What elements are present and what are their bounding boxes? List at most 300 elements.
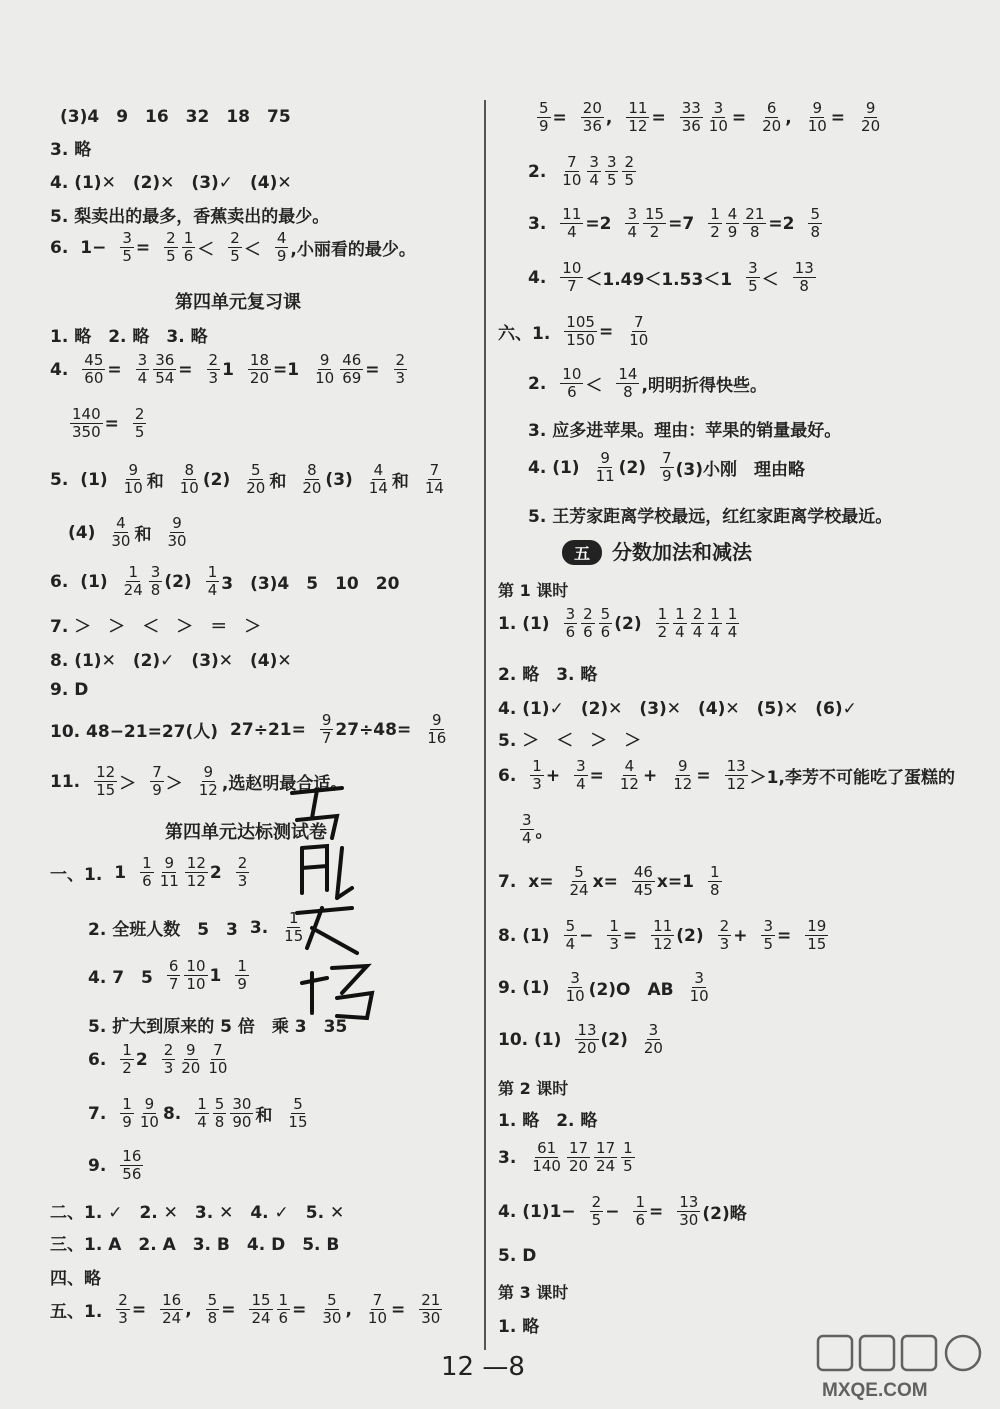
denominator: 12 bbox=[619, 775, 639, 793]
math-symbol: , bbox=[605, 107, 613, 128]
math-symbol: 3. 应多进苹果。理由：苹果的销量最好。 bbox=[528, 421, 842, 441]
fraction bbox=[607, 918, 621, 953]
math-symbol: =2 bbox=[768, 213, 795, 234]
fraction bbox=[116, 1292, 130, 1327]
denominator: 69 bbox=[342, 369, 362, 387]
answer-line-6 bbox=[50, 230, 416, 265]
lesson-heading-1: 第 1 课时 bbox=[498, 581, 569, 600]
fraction bbox=[120, 1042, 134, 1077]
denominator: 54 bbox=[155, 369, 175, 387]
math-symbol: 5. 王芳家距离学校最远，红红家距离学校最近。 bbox=[528, 507, 893, 527]
math-symbol: = bbox=[649, 1201, 664, 1222]
math-symbol: (2)O AB bbox=[588, 980, 674, 1000]
denominator: 10 bbox=[315, 369, 335, 387]
denominator: 5 bbox=[122, 247, 132, 265]
column-divider bbox=[484, 100, 486, 1350]
numerator: 11 bbox=[628, 99, 648, 117]
denominator: 140 bbox=[532, 1157, 561, 1175]
denominator: 24 bbox=[251, 1309, 271, 1327]
numerator: 7 bbox=[633, 313, 644, 331]
watermark-logo bbox=[808, 1330, 988, 1405]
math-symbol: 1 bbox=[209, 965, 222, 986]
fraction bbox=[185, 855, 208, 890]
numerator: 9 bbox=[128, 461, 138, 479]
fraction bbox=[249, 1292, 272, 1327]
denominator: 30 bbox=[111, 532, 131, 550]
math-symbol: 和 bbox=[146, 472, 164, 492]
math-symbol: 2 bbox=[135, 1049, 148, 1070]
math-symbol: 一、1. bbox=[50, 865, 103, 885]
fraction bbox=[167, 958, 181, 993]
denominator: 12 bbox=[653, 935, 673, 953]
numerator: 3 bbox=[565, 605, 576, 623]
math-symbol: ＜ bbox=[761, 270, 779, 290]
numerator: 7 bbox=[152, 763, 162, 781]
numerator: 11 bbox=[653, 917, 673, 935]
math-symbol: 4. bbox=[50, 359, 69, 380]
fraction bbox=[673, 606, 687, 641]
math-symbol: = bbox=[391, 1299, 406, 1320]
fraction bbox=[235, 958, 249, 993]
fraction bbox=[575, 1022, 598, 1057]
math-symbol: 6. bbox=[88, 1049, 107, 1070]
numerator: 3 bbox=[713, 99, 724, 117]
answer-text: 1. 略 2. 略 3. 略 bbox=[50, 327, 208, 347]
fraction bbox=[642, 1022, 665, 1057]
numerator: 36 bbox=[155, 351, 175, 369]
denominator: 2 bbox=[649, 223, 660, 241]
numerator: 15 bbox=[251, 1291, 271, 1309]
numerator: 9 bbox=[172, 514, 182, 532]
fraction bbox=[153, 352, 176, 387]
fraction bbox=[726, 606, 740, 641]
numerator: 5 bbox=[214, 1095, 225, 1113]
fraction bbox=[133, 406, 147, 441]
numerator: 1 bbox=[183, 229, 194, 247]
numerator: 17 bbox=[568, 1139, 589, 1157]
fraction bbox=[564, 970, 587, 1005]
fraction bbox=[726, 206, 740, 241]
numerator: 33 bbox=[681, 99, 701, 117]
math-symbol: = bbox=[292, 1299, 307, 1320]
fraction bbox=[138, 1096, 161, 1131]
numerator: 7 bbox=[662, 449, 672, 467]
fraction bbox=[394, 352, 408, 387]
math-symbol: 。 bbox=[535, 822, 553, 842]
fraction bbox=[230, 1096, 253, 1131]
answer-line-a8 bbox=[498, 918, 828, 953]
answer-line-a6 bbox=[498, 758, 955, 793]
math-symbol: 1. 略 2. 略 bbox=[498, 1111, 598, 1131]
numerator: 12 bbox=[96, 763, 116, 781]
math-symbol: = bbox=[696, 765, 711, 786]
numerator: 3 bbox=[648, 1021, 659, 1039]
answer-line-10 bbox=[50, 712, 448, 747]
fraction bbox=[691, 606, 705, 641]
math-symbol: = bbox=[178, 359, 193, 380]
math-symbol: 8. bbox=[162, 1103, 182, 1124]
answer-line-b4 bbox=[498, 1194, 747, 1229]
denominator: 4 bbox=[137, 369, 148, 387]
denominator: 9 bbox=[237, 975, 247, 993]
math-symbol: x= bbox=[528, 871, 554, 892]
answer-line bbox=[498, 660, 597, 685]
fraction bbox=[366, 1292, 389, 1327]
fraction bbox=[206, 1042, 229, 1077]
answer-line bbox=[498, 726, 641, 751]
answer-line bbox=[50, 202, 329, 227]
fraction bbox=[708, 206, 722, 241]
numerator: 1 bbox=[710, 605, 720, 623]
denominator: 8 bbox=[750, 223, 760, 241]
lesson-heading-3: 第 3 课时 bbox=[498, 1283, 569, 1302]
math-symbol: (3) bbox=[325, 469, 353, 490]
denominator: 3 bbox=[395, 369, 406, 387]
denominator: 4 bbox=[727, 623, 738, 641]
denominator: 9 bbox=[122, 1113, 132, 1131]
math-symbol: = bbox=[731, 107, 747, 128]
denominator: 4 bbox=[675, 623, 685, 641]
fraction bbox=[313, 352, 336, 387]
fraction bbox=[707, 100, 730, 135]
numerator: 10 bbox=[562, 365, 582, 383]
denominator: 8 bbox=[709, 881, 720, 899]
numerator: 3 bbox=[576, 757, 586, 775]
numerator: 46 bbox=[633, 863, 653, 881]
denominator: 20 bbox=[249, 369, 270, 387]
denominator: 11 bbox=[595, 467, 615, 485]
math-symbol: = bbox=[104, 413, 119, 434]
math-symbol: 1. 略 bbox=[498, 1317, 540, 1337]
numerator: 8 bbox=[184, 461, 195, 479]
fraction bbox=[651, 918, 674, 953]
math-symbol: 2 bbox=[209, 862, 222, 883]
denominator: 5 bbox=[763, 935, 773, 953]
denominator: 4 bbox=[522, 829, 532, 847]
math-symbol: + bbox=[733, 925, 748, 946]
numerator: 46 bbox=[342, 351, 362, 369]
note-text: ,小丽看的最少。 bbox=[290, 240, 416, 260]
denominator: 8 bbox=[810, 223, 820, 241]
numerator: 1 bbox=[142, 854, 152, 872]
denominator: 5 bbox=[591, 1211, 602, 1229]
section-heading-test: 第四单元达标测试卷 bbox=[165, 822, 327, 843]
numerator: 3 bbox=[570, 969, 580, 987]
fraction bbox=[94, 764, 117, 799]
math-symbol: 9. bbox=[88, 1155, 107, 1176]
math-symbol: (1) bbox=[80, 571, 108, 592]
numerator: 14 bbox=[618, 365, 638, 383]
numerator: 1 bbox=[635, 1193, 645, 1211]
math-symbol: = bbox=[622, 925, 638, 946]
numerator: 3 bbox=[589, 153, 599, 171]
fraction bbox=[564, 314, 597, 349]
answer-line-5 bbox=[50, 462, 446, 497]
fraction bbox=[643, 206, 666, 241]
numerator: 18 bbox=[249, 351, 270, 369]
denominator: 9 bbox=[276, 247, 287, 265]
math-symbol: = bbox=[830, 107, 846, 128]
answer-line bbox=[50, 646, 292, 671]
denominator: 9 bbox=[539, 117, 549, 135]
numerator: 4 bbox=[727, 205, 738, 223]
denominator: 6 bbox=[583, 623, 593, 641]
lesson-heading-2: 第 2 课时 bbox=[498, 1079, 569, 1098]
denominator: 3 bbox=[237, 872, 248, 890]
denominator: 4 bbox=[576, 775, 586, 793]
denominator: 2 bbox=[657, 623, 668, 641]
denominator: 24 bbox=[596, 1157, 616, 1175]
fraction bbox=[564, 606, 578, 641]
math-symbol: = bbox=[598, 321, 614, 342]
denominator: 5 bbox=[624, 171, 635, 189]
math-symbol: ,选赵明最合适。 bbox=[221, 774, 348, 794]
equals: = bbox=[135, 237, 151, 258]
fraction bbox=[633, 1194, 647, 1229]
math-symbol: (2) bbox=[600, 1029, 628, 1050]
numerator: 13 bbox=[577, 1021, 597, 1039]
math-symbol: ,明明折得快些。 bbox=[641, 376, 767, 396]
fraction bbox=[574, 758, 588, 793]
numerator: 9 bbox=[164, 854, 174, 872]
answer-text: 4. (1)✕ (2)✕ (3)✓ (4)✕ bbox=[50, 173, 292, 193]
answer-line bbox=[60, 102, 291, 127]
denominator: 16 bbox=[427, 729, 447, 747]
denominator: 350 bbox=[72, 423, 101, 441]
numerator: 1 bbox=[709, 863, 720, 881]
numerator: 9 bbox=[186, 1041, 196, 1059]
denominator: 12 bbox=[628, 117, 648, 135]
fraction bbox=[708, 864, 722, 899]
answer-line-6r bbox=[50, 564, 399, 599]
denominator: 10 bbox=[179, 479, 199, 497]
numerator: 21 bbox=[421, 1291, 441, 1309]
numerator: 2 bbox=[208, 351, 219, 369]
fraction bbox=[616, 366, 639, 401]
math-symbol bbox=[302, 966, 372, 1018]
numerator: 9 bbox=[203, 763, 214, 781]
math-symbol: = bbox=[589, 765, 604, 786]
fraction bbox=[236, 855, 250, 890]
answer-text: (3)4 9 16 32 18 75 bbox=[60, 107, 291, 127]
fraction bbox=[808, 206, 822, 241]
math-symbol: 和 bbox=[391, 472, 409, 492]
fraction bbox=[120, 230, 134, 265]
fraction bbox=[195, 1096, 209, 1131]
expr-text: 1− bbox=[80, 237, 107, 258]
math-symbol: (4) bbox=[68, 522, 96, 543]
denominator: 3 bbox=[208, 369, 219, 387]
answer-line-six2 bbox=[528, 366, 767, 401]
denominator: 6 bbox=[278, 1309, 289, 1327]
math-symbol: 三、1. A 2. A 3. B 4. D 5. B bbox=[50, 1235, 340, 1255]
fraction bbox=[537, 100, 551, 135]
answer-line bbox=[50, 1198, 344, 1223]
denominator: 9 bbox=[662, 467, 672, 485]
fraction bbox=[625, 206, 639, 241]
math-symbol: = bbox=[552, 107, 567, 128]
answer-line bbox=[50, 680, 88, 700]
numerator: 5 bbox=[600, 605, 611, 623]
fraction bbox=[197, 764, 220, 799]
denominator: 15 bbox=[807, 935, 827, 953]
answer-line bbox=[498, 1106, 597, 1131]
fraction bbox=[425, 712, 448, 747]
denominator: 9 bbox=[727, 223, 738, 241]
math-symbol: =2 bbox=[585, 213, 612, 234]
numerator: 1 bbox=[657, 605, 668, 623]
fraction bbox=[207, 352, 221, 387]
fraction bbox=[660, 450, 674, 485]
fraction bbox=[150, 764, 164, 799]
math-symbol: 和 bbox=[255, 1106, 273, 1126]
denominator: 7 bbox=[567, 277, 577, 295]
denominator: 24 bbox=[569, 881, 589, 899]
numerator: 1 bbox=[609, 917, 619, 935]
numerator: 5 bbox=[207, 1291, 218, 1309]
math-symbol: 1. (1) bbox=[498, 613, 550, 634]
denominator: 3 bbox=[163, 1059, 174, 1077]
denominator: 4 bbox=[197, 1113, 207, 1131]
denominator: 6 bbox=[142, 872, 152, 890]
math-symbol: − bbox=[579, 925, 594, 946]
math-symbol: 6. bbox=[498, 765, 517, 786]
numerator: 4 bbox=[276, 229, 287, 247]
math-symbol: 5. bbox=[50, 469, 69, 490]
denominator: 6 bbox=[635, 1211, 645, 1229]
fraction bbox=[746, 260, 760, 295]
numerator: 1 bbox=[675, 605, 685, 623]
numerator: 2 bbox=[624, 153, 635, 171]
math-symbol bbox=[302, 846, 327, 893]
handwriting-mark bbox=[282, 778, 382, 1028]
fraction bbox=[320, 1292, 343, 1327]
denominator: 5 bbox=[134, 423, 145, 441]
denominator: 20 bbox=[302, 479, 322, 497]
math-symbol: 4. 7 5 bbox=[88, 968, 153, 988]
fraction bbox=[725, 758, 748, 793]
numerator: 1 bbox=[727, 605, 738, 623]
fraction bbox=[560, 260, 583, 295]
answer-line-t2 bbox=[88, 910, 305, 945]
math-symbol: =1 bbox=[273, 359, 300, 380]
math-symbol: 10. 48−21=27(人) bbox=[50, 722, 219, 742]
fraction bbox=[621, 1140, 635, 1175]
denominator: 10 bbox=[186, 975, 206, 993]
denominator: 3 bbox=[532, 775, 542, 793]
denominator: 15 bbox=[96, 781, 116, 799]
numerator: 2 bbox=[163, 1041, 174, 1059]
fraction bbox=[158, 855, 181, 890]
math-symbol: =7 bbox=[668, 213, 695, 234]
denominator: 36 bbox=[582, 117, 602, 135]
fraction bbox=[140, 855, 154, 890]
denominator: 60 bbox=[84, 369, 104, 387]
denominator: 5 bbox=[748, 277, 758, 295]
numerator: 105 bbox=[566, 313, 595, 331]
fraction bbox=[581, 606, 595, 641]
answer-line-4 bbox=[50, 352, 407, 387]
fraction bbox=[120, 1148, 143, 1183]
numerator: 13 bbox=[794, 259, 814, 277]
math-symbol bbox=[292, 788, 372, 1018]
denominator: 8 bbox=[150, 581, 161, 599]
math-symbol bbox=[292, 788, 342, 838]
watermark-text: MXQE.COM bbox=[822, 1380, 928, 1401]
numerator: 9 bbox=[319, 351, 330, 369]
fraction bbox=[599, 606, 613, 641]
math-symbol: 10. (1) bbox=[498, 1029, 562, 1050]
numerator: 61 bbox=[537, 1139, 557, 1157]
fraction bbox=[560, 154, 583, 189]
denominator: 90 bbox=[232, 1113, 252, 1131]
math-symbol: 4. bbox=[528, 267, 547, 288]
answer-line bbox=[50, 168, 292, 193]
fraction bbox=[423, 462, 446, 497]
answer-line-t9 bbox=[88, 1148, 143, 1183]
fraction bbox=[581, 100, 604, 135]
numerator: 5 bbox=[293, 1095, 303, 1113]
answer-line bbox=[50, 135, 91, 160]
numerator: 3 bbox=[122, 229, 132, 247]
fraction bbox=[300, 462, 323, 497]
math-symbol: x= bbox=[592, 871, 618, 892]
numerator: 2 bbox=[134, 405, 145, 423]
fraction bbox=[120, 1096, 134, 1131]
math-symbol: = bbox=[365, 359, 380, 380]
fraction bbox=[164, 230, 178, 265]
math-symbol: 11. bbox=[50, 771, 81, 792]
answer-text: 5. 梨卖出的最多，香蕉卖出的最少。 bbox=[50, 207, 330, 227]
denominator: 8 bbox=[214, 1113, 225, 1131]
numerator: 21 bbox=[745, 205, 765, 223]
denominator: 24 bbox=[162, 1309, 182, 1327]
math-symbol: + bbox=[642, 765, 658, 786]
numerator: 7 bbox=[429, 461, 440, 479]
math-symbol: 3. bbox=[528, 213, 547, 234]
math-symbol bbox=[818, 1336, 980, 1370]
fraction bbox=[560, 206, 583, 241]
fraction bbox=[859, 100, 882, 135]
denominator: 4 bbox=[207, 581, 218, 599]
answer-line bbox=[498, 1246, 536, 1266]
numerator: 140 bbox=[72, 405, 101, 423]
math-symbol: = bbox=[651, 107, 666, 128]
answer-line-s5 bbox=[50, 1292, 442, 1327]
math-symbol: , bbox=[785, 107, 792, 128]
numerator: 6 bbox=[168, 957, 179, 975]
fraction bbox=[286, 1096, 309, 1131]
fraction bbox=[70, 406, 103, 441]
answer-line bbox=[528, 416, 841, 441]
item-number: 6. bbox=[50, 237, 69, 258]
fraction bbox=[567, 1140, 590, 1175]
numerator: 30 bbox=[232, 1095, 252, 1113]
denominator: 2 bbox=[710, 223, 720, 241]
math-symbol: ＞ bbox=[165, 774, 183, 794]
denominator: 30 bbox=[421, 1309, 441, 1327]
numerator: 7 bbox=[567, 153, 577, 171]
math-symbol bbox=[818, 1336, 852, 1370]
denominator: 12 bbox=[726, 775, 746, 793]
math-symbol: 3. bbox=[498, 1147, 517, 1168]
numerator: 1 bbox=[197, 1095, 207, 1113]
answer-line-t6 bbox=[88, 1042, 229, 1077]
denominator: 10 bbox=[562, 171, 582, 189]
denominator: 10 bbox=[807, 117, 827, 135]
numerator: 3 bbox=[763, 917, 773, 935]
numerator: 2 bbox=[118, 1291, 128, 1309]
